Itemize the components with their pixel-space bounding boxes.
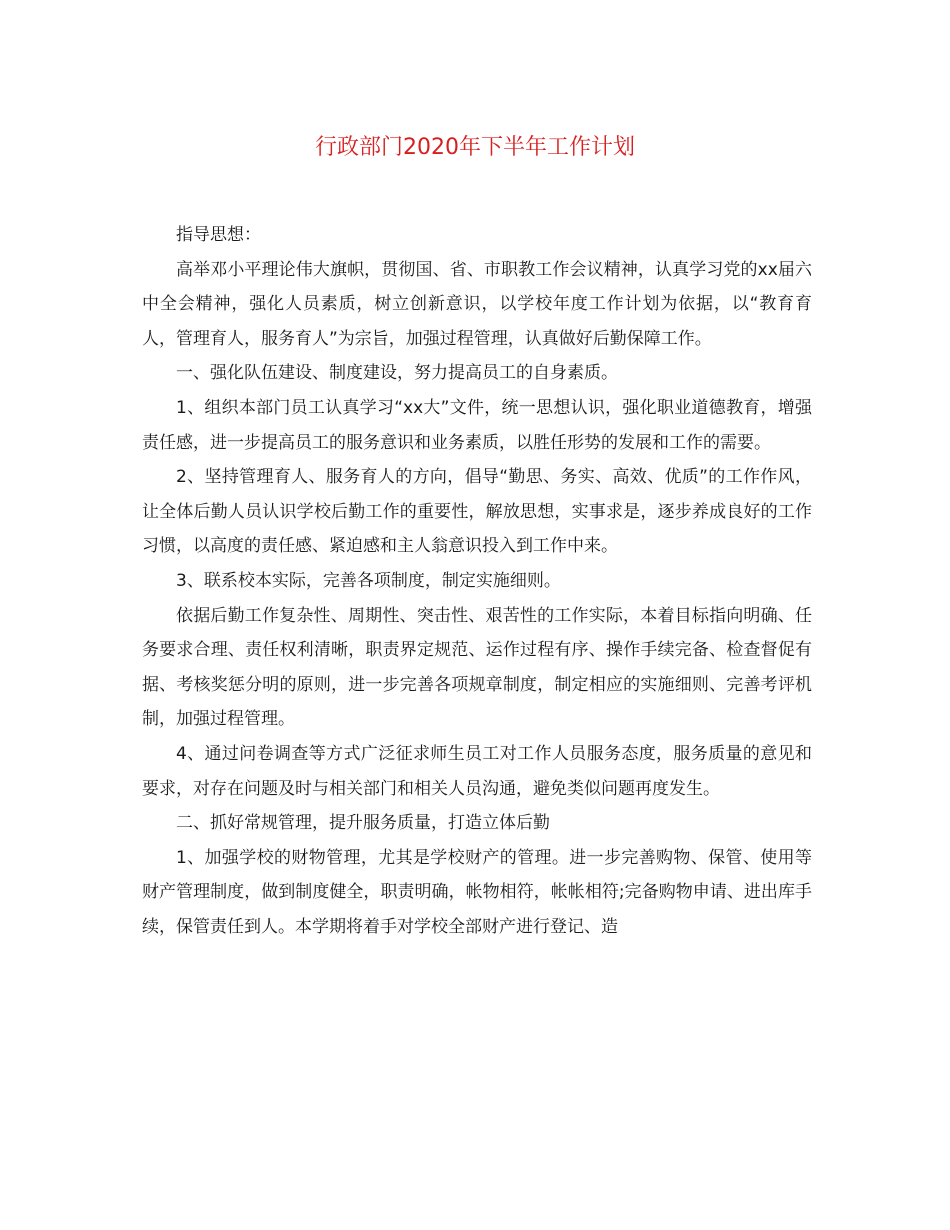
paragraph-guiding-ideology: 高举邓小平理论伟大旗帜，贯彻国、省、市职教工作会议精神，认真学习党的xx届六中全会精神，强化人员素质，树立创新意识，以学校年度工作计划为依据，以“教育育人，管理育人，服务育人”为宗旨，加强过程管理，认真做好后勤保障工作。 bbox=[142, 259, 812, 349]
paragraph-item-1-1: 1、组织本部门员工认真学习“xx大”文件，统一思想认识，强化职业道德教育，增强责任感，进一步提高员工的服务意识和业务素质，以胜任形势的发展和工作的需要。 bbox=[142, 397, 812, 453]
section-heading-2: 二、抓好常规管理，提升服务质量，打造立体后勤 bbox=[176, 813, 550, 834]
paragraph-item-1-2: 2、坚持管理育人、服务育人的方向，倡导“勤思、务实、高效、优质”的工作作风，让全体后勤人员认识学校后勤工作的重要性，解放思想，实事求是，逐步养成良好的工作习惯，以高度的责任感、紧迫感和主人翁意识投入到工作中来。 bbox=[142, 467, 812, 557]
document-body bbox=[142, 218, 812, 944]
paragraph-item-1-3: 3、联系校本实际，完善各项制度，制定实施细则。 bbox=[176, 570, 561, 591]
section-heading-1: 一、强化队伍建设、制度建设，努力提高员工的自身素质。 bbox=[176, 363, 618, 384]
document-title: 行政部门2020年下半年工作计划 bbox=[315, 135, 635, 160]
paragraph-guiding-ideology-heading: 指导思想： bbox=[176, 225, 261, 245]
paragraph-item-1-3-detail: 依据后勤工作复杂性、周期性、突击性、艰苦性的工作实际，本着目标指向明确、任务要求合理、责任权利清晰，职责界定规范、运作过程有序、操作手续完备、检查督促有据、考核奖惩分明的原则，进一步完善各项规章制度，制定相应的实施细则、完善考评机制，加强过程管理。 bbox=[142, 605, 812, 730]
paragraph-item-1-4: 4、通过问卷调查等方式广泛征求师生员工对工作人员服务态度，服务质量的意见和要求，对存在问题及时与相关部门和相关人员沟通，避免类似问题再度发生。 bbox=[142, 743, 812, 799]
paragraph-item-2-1: 1、加强学校的财物管理，尤其是学校财产的管理。进一步完善购物、保管、使用等财产管理制度，做到制度健全，职责明确，帐物相符，帐帐相符;完备购物申请、进出库手续，保管责任到人。本学期将着手对学校全部财产进行登记、造 bbox=[142, 847, 812, 937]
